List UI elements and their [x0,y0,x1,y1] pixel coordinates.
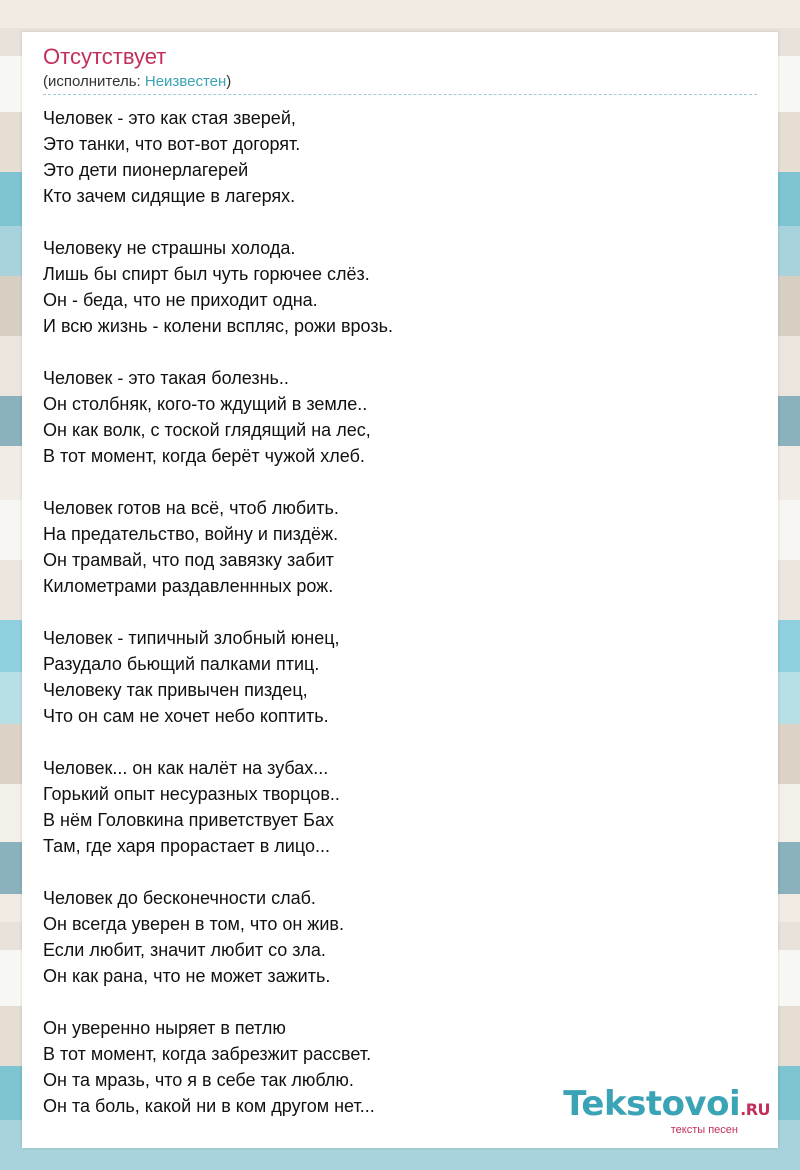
lyrics-line: Он трамвай, что под завязку забит [43,550,334,570]
lyrics-line: Это дети пионерлагерей [43,160,249,180]
lyrics-line: Человек до бесконечности слаб. [43,888,316,908]
lyrics-stanza [43,1015,393,1119]
lyrics-line: Человек готов на всё, чтоб любить. [43,498,339,518]
lyrics-line: Он всегда уверен в том, что он жив. [43,914,344,934]
logo-brand [563,1086,770,1128]
lyrics-line: В нём Головкина приветствует Бах [43,810,334,830]
lyrics-line: Человеку так привычен пиздец, [43,680,308,700]
logo-tagline: тексты песен [670,1124,738,1136]
lyrics-line: Что он сам не хочет небо коптить. [43,706,329,726]
lyrics-line: Горький опыт несуразных творцов.. [43,784,340,804]
lyrics-stanza [43,105,393,209]
logo-tld: .RU [740,1100,770,1119]
lyrics-line: Он та мразь, что я в себе так люблю. [43,1070,354,1090]
lyrics-line: В тот момент, когда берёт чужой хлеб. [43,446,365,466]
lyrics-stanza [43,885,393,989]
lyrics-line: Человек - это как стая зверей, [43,108,296,128]
lyrics-line: Человек... он как налёт на зубах... [43,758,329,778]
lyrics-line: Километрами раздавленнных рож. [43,576,334,596]
lyrics-line: Он та боль, какой ни в ком другом нет... [43,1096,375,1116]
lyrics-line: В тот момент, когда забрезжит рассвет. [43,1044,372,1064]
performer-suffix: ) [226,73,232,90]
lyrics-line: Кто зачем сидящие в лагерях. [43,186,296,206]
performer-prefix: (исполнитель: [43,73,145,90]
lyrics-line: Человек - это такая болезнь.. [43,368,289,388]
lyrics-stanza [43,495,393,599]
lyrics-line: Он как рана, что не может зажить. [43,966,331,986]
lyrics-stanza [43,755,393,859]
lyrics-line: Он уверенно ныряет в петлю [43,1018,286,1038]
header-divider [43,94,757,95]
lyrics-line: Разудало бьющий палками птиц. [43,654,320,674]
lyrics-line: На предательство, войну и пиздёж. [43,524,339,544]
lyrics-line: Он как волк, с тоской глядящий на лес, [43,420,371,440]
lyrics-stanza [43,365,393,469]
lyrics-text [43,105,393,1145]
lyrics-line: Лишь бы спирт был чуть горючее слёз. [43,264,370,284]
lyrics-line: Это танки, что вот-вот догорят. [43,134,301,154]
performer-link[interactable]: Неизвестен [144,73,227,90]
lyrics-line: Там, где харя прорастает в лицо... [43,836,330,856]
logo-brand-name: Tekstovoi [563,1084,741,1124]
song-title: Отсутствует [43,44,167,69]
lyrics-stanza [43,235,393,339]
lyrics-card [22,32,778,1148]
lyrics-line: Он - беда, что не приходит одна. [43,290,318,310]
lyrics-line: Если любит, значит любит со зла. [43,940,326,960]
lyrics-line: И всю жизнь - колени вспляс, рожи врозь. [43,316,393,336]
lyrics-line: Он столбняк, кого-то ждущий в земле.. [43,394,368,414]
performer-line [43,73,231,91]
lyrics-stanza [43,625,393,729]
site-logo[interactable] [563,1086,770,1136]
lyrics-line: Человеку не страшны холода. [43,238,296,258]
lyrics-line: Человек - типичный злобный юнец, [43,628,340,648]
